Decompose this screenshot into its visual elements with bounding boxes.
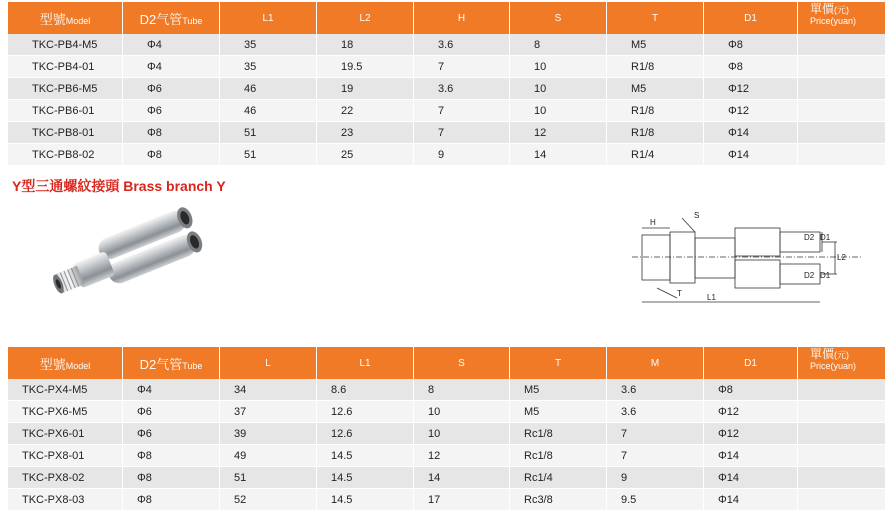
header-tube: D2气管Tube: [123, 347, 220, 379]
table-cell: Φ6: [123, 401, 220, 423]
table-cell: TKC-PB4-M5: [8, 34, 123, 56]
table-cell: 9.5: [607, 489, 704, 511]
table-cell: [798, 467, 886, 489]
header-l1: L1: [220, 2, 317, 34]
table-cell: Φ6: [123, 423, 220, 445]
table-cell: Φ14: [704, 144, 798, 166]
table-cell: TKC-PB8-01: [8, 122, 123, 144]
table-cell: 7: [414, 56, 510, 78]
table-cell: 17: [414, 489, 510, 511]
table-row: [8, 489, 886, 511]
header-h: H: [414, 2, 510, 34]
header-s: S: [414, 347, 510, 379]
table-cell: 7: [414, 100, 510, 122]
section-title: Y型三通螺紋接頭 Brass branch Y: [12, 178, 226, 194]
header-price: 單價(元) Price(yuan): [798, 2, 886, 34]
table-cell: Rc1/8: [510, 445, 607, 467]
table-cell: 9: [607, 467, 704, 489]
table-cell: [798, 423, 886, 445]
table-cell: 3.6: [607, 401, 704, 423]
header-l2: L2: [317, 2, 414, 34]
table-cell: 3.6: [607, 379, 704, 401]
table-cell: 14: [414, 467, 510, 489]
header-t: T: [510, 347, 607, 379]
label-l2: L2: [837, 253, 846, 262]
table-row: [8, 423, 886, 445]
table-cell: 35: [220, 34, 317, 56]
table-cell: 7: [414, 122, 510, 144]
table-cell: 14.5: [317, 489, 414, 511]
table-cell: [798, 401, 886, 423]
label-l1: L1: [707, 293, 716, 302]
table-cell: 10: [510, 78, 607, 100]
table-cell: 7: [607, 423, 704, 445]
table-cell: TKC-PX8-02: [8, 467, 123, 489]
table-cell: Φ12: [704, 401, 798, 423]
table-cell: 46: [220, 100, 317, 122]
table-cell: M5: [510, 401, 607, 423]
label-d2-top: D2: [804, 233, 815, 242]
table-cell: Φ8: [123, 122, 220, 144]
table-row: [8, 78, 886, 100]
table-cell: 52: [220, 489, 317, 511]
label-d1-top: D1: [820, 233, 831, 242]
table-cell: TKC-PB4-01: [8, 56, 123, 78]
table-cell: Φ14: [704, 489, 798, 511]
table-cell: 39: [220, 423, 317, 445]
table-cell: 8.6: [317, 379, 414, 401]
table-cell: 37: [220, 401, 317, 423]
table-cell: 8: [510, 34, 607, 56]
table-cell: 46: [220, 78, 317, 100]
header-d1: D1: [704, 2, 798, 34]
table-cell: R1/8: [607, 56, 704, 78]
table-cell: [798, 489, 886, 511]
table-cell: TKC-PB6-01: [8, 100, 123, 122]
table-cell: 3.6: [414, 78, 510, 100]
table-cell: R1/8: [607, 100, 704, 122]
header-t: T: [607, 2, 704, 34]
table-cell: Φ4: [123, 34, 220, 56]
dimension-drawing: [632, 210, 862, 310]
brass-branch-y-photo: [20, 205, 230, 335]
table-cell: TKC-PX8-03: [8, 489, 123, 511]
table-cell: 12: [414, 445, 510, 467]
table-row: [8, 401, 886, 423]
table-cell: Φ8: [123, 144, 220, 166]
header-d1: D1: [704, 347, 798, 379]
table-cell: 18: [317, 34, 414, 56]
table-cell: [798, 379, 886, 401]
table-cell: [798, 445, 886, 467]
header-price: 單價(元) Price(yuan): [798, 347, 886, 379]
label-d1-bottom: D1: [820, 271, 831, 280]
table-cell: M5: [510, 379, 607, 401]
table-cell: 10: [414, 401, 510, 423]
table-cell: 35: [220, 56, 317, 78]
table-cell: 10: [510, 100, 607, 122]
table-cell: 10: [414, 423, 510, 445]
table-cell: Φ14: [704, 445, 798, 467]
table-cell: TKC-PX6-01: [8, 423, 123, 445]
table-row: [8, 445, 886, 467]
table-cell: 22: [317, 100, 414, 122]
table-cell: 8: [414, 379, 510, 401]
table-row: [8, 467, 886, 489]
table-cell: 9: [414, 144, 510, 166]
table-cell: Φ12: [704, 100, 798, 122]
table-header-row: [8, 2, 886, 34]
table-cell: 12.6: [317, 423, 414, 445]
label-s: S: [694, 211, 700, 220]
table-cell: TKC-PB8-02: [8, 144, 123, 166]
label-t: T: [677, 289, 682, 298]
table-cell: 14.5: [317, 445, 414, 467]
header-model: 型號Model: [8, 2, 123, 34]
table-cell: 49: [220, 445, 317, 467]
table-cell: Φ8: [704, 379, 798, 401]
table-row: [8, 379, 886, 401]
table-cell: R1/4: [607, 144, 704, 166]
table-row: [8, 122, 886, 144]
table-cell: M5: [607, 78, 704, 100]
table-cell: 14.5: [317, 467, 414, 489]
table-row: [8, 144, 886, 166]
table-cell: Φ8: [123, 445, 220, 467]
header-s: S: [510, 2, 607, 34]
header-l1: L1: [317, 347, 414, 379]
table-cell: 7: [607, 445, 704, 467]
table-cell: 51: [220, 144, 317, 166]
table-cell: 34: [220, 379, 317, 401]
spec-table-px: [8, 347, 886, 511]
table-cell: 51: [220, 122, 317, 144]
table-cell: M5: [607, 34, 704, 56]
table-cell: [798, 56, 886, 78]
table-cell: Φ14: [704, 467, 798, 489]
table-row: [8, 100, 886, 122]
table-cell: 12: [510, 122, 607, 144]
table-cell: 25: [317, 144, 414, 166]
table-cell: Φ6: [123, 78, 220, 100]
header-model: 型號Model: [8, 347, 123, 379]
table-cell: 14: [510, 144, 607, 166]
table-cell: 19: [317, 78, 414, 100]
table-cell: TKC-PX8-01: [8, 445, 123, 467]
header-m: M: [607, 347, 704, 379]
table-row: [8, 34, 886, 56]
table-cell: [798, 144, 886, 166]
table-cell: TKC-PX6-M5: [8, 401, 123, 423]
table-cell: Φ14: [704, 122, 798, 144]
table-cell: [798, 100, 886, 122]
table-cell: Φ12: [704, 423, 798, 445]
table-cell: Φ4: [123, 379, 220, 401]
table-cell: TKC-PX4-M5: [8, 379, 123, 401]
table-header-row: [8, 347, 886, 379]
table-cell: R1/8: [607, 122, 704, 144]
table-cell: Rc1/4: [510, 467, 607, 489]
table-cell: Φ12: [704, 78, 798, 100]
header-tube: D2气管Tube: [123, 2, 220, 34]
spec-table-pb: [8, 2, 886, 166]
table-cell: 51: [220, 467, 317, 489]
table-cell: Φ8: [123, 489, 220, 511]
table-cell: 10: [510, 56, 607, 78]
table-cell: 3.6: [414, 34, 510, 56]
table-cell: [798, 34, 886, 56]
table-row: [8, 56, 886, 78]
table-cell: 12.6: [317, 401, 414, 423]
table-cell: [798, 122, 886, 144]
table-cell: 19.5: [317, 56, 414, 78]
header-l: L: [220, 347, 317, 379]
label-d2-bottom: D2: [804, 271, 815, 280]
table-cell: Φ6: [123, 100, 220, 122]
table-cell: TKC-PB6-M5: [8, 78, 123, 100]
table-cell: Φ4: [123, 56, 220, 78]
table-cell: Rc1/8: [510, 423, 607, 445]
table-cell: Rc3/8: [510, 489, 607, 511]
table-cell: Φ8: [123, 467, 220, 489]
table-cell: Φ8: [704, 56, 798, 78]
table-cell: Φ8: [704, 34, 798, 56]
table-cell: 23: [317, 122, 414, 144]
label-h: H: [650, 218, 656, 227]
table-cell: [798, 78, 886, 100]
